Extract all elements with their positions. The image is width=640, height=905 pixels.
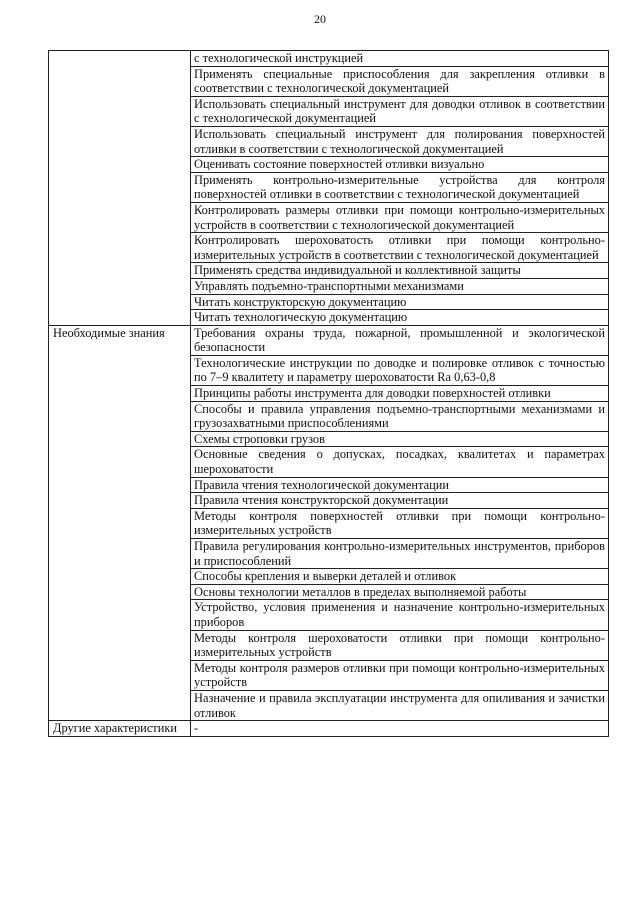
knowledge-item: Методы контроля размеров отливки при помощи контрольно-измерительных устройств — [191, 660, 609, 690]
knowledge-item: Основы технологии металлов в пределах выполняемой работы — [191, 584, 609, 600]
knowledge-item: Принципы работы инструмента для доводки поверхностей отливки — [191, 386, 609, 402]
skills-label-cell — [49, 51, 191, 326]
skill-item: Читать технологическую документацию — [191, 310, 609, 326]
skill-item: Применять средства индивидуальной и коллективной защиты — [191, 263, 609, 279]
skill-item: Контролировать размеры отливки при помощи контрольно-измерительных устройств в соответствии с технологической документацией — [191, 202, 609, 232]
knowledge-item: Схемы строповки грузов — [191, 431, 609, 447]
other-characteristics-value: - — [191, 721, 609, 737]
other-characteristics-label: Другие характеристики — [49, 721, 191, 737]
knowledge-item: Основные сведения о допусках, посадках, квалитетах и параметрах шероховатости — [191, 447, 609, 477]
knowledge-label: Необходимые знания — [49, 325, 191, 720]
skill-item: с технологической инструкцией — [191, 51, 609, 67]
competency-table — [48, 50, 609, 737]
knowledge-item: Требования охраны труда, пожарной, промышленной и экологической безопасности — [191, 325, 609, 355]
table-row — [49, 325, 609, 355]
knowledge-item: Способы и правила управления подъемно-транспортными механизмами и грузозахватными приспособлениями — [191, 401, 609, 431]
skill-item: Использовать специальный инструмент для доводки отливок в соответствии с технологической документацией — [191, 96, 609, 126]
knowledge-item: Правила регулирования контрольно-измерительных инструментов, приборов и приспособлений — [191, 539, 609, 569]
knowledge-item: Способы крепления и выверки деталей и отливок — [191, 569, 609, 585]
knowledge-item: Методы контроля шероховатости отливки при помощи контрольно-измерительных устройств — [191, 630, 609, 660]
knowledge-item: Правила чтения конструкторской документации — [191, 493, 609, 509]
knowledge-item: Технологические инструкции по доводке и полировке отливок с точностью по 7–9 квалитету и параметру шероховатости Ra 0,63-0,8 — [191, 355, 609, 385]
knowledge-item: Устройство, условия применения и назначение контрольно-измерительных приборов — [191, 600, 609, 630]
page-number: 20 — [314, 12, 326, 26]
table-row — [49, 51, 609, 67]
skill-item: Применять специальные приспособления для закрепления отливки в соответствии с технологической документацией — [191, 66, 609, 96]
knowledge-item: Методы контроля поверхностей отливки при помощи контрольно-измерительных устройств — [191, 508, 609, 538]
skill-item: Оценивать состояние поверхностей отливки визуально — [191, 157, 609, 173]
skill-item: Читать конструкторскую документацию — [191, 294, 609, 310]
skill-item: Контролировать шероховатость отливки при помощи контрольно-измерительных устройств в соответствии с технологической документацией — [191, 233, 609, 263]
knowledge-item: Правила чтения технологической документации — [191, 477, 609, 493]
skill-item: Использовать специальный инструмент для полирования поверхностей отливки в соответствии с технологической документацией — [191, 126, 609, 156]
skill-item: Управлять подъемно-транспортными механизмами — [191, 278, 609, 294]
knowledge-item: Назначение и правила эксплуатации инструмента для опиливания и зачистки отливок — [191, 690, 609, 720]
skill-item: Применять контрольно-измерительные устройства для контроля поверхностей отливки в соответствии с технологической документацией — [191, 172, 609, 202]
table-row — [49, 721, 609, 737]
